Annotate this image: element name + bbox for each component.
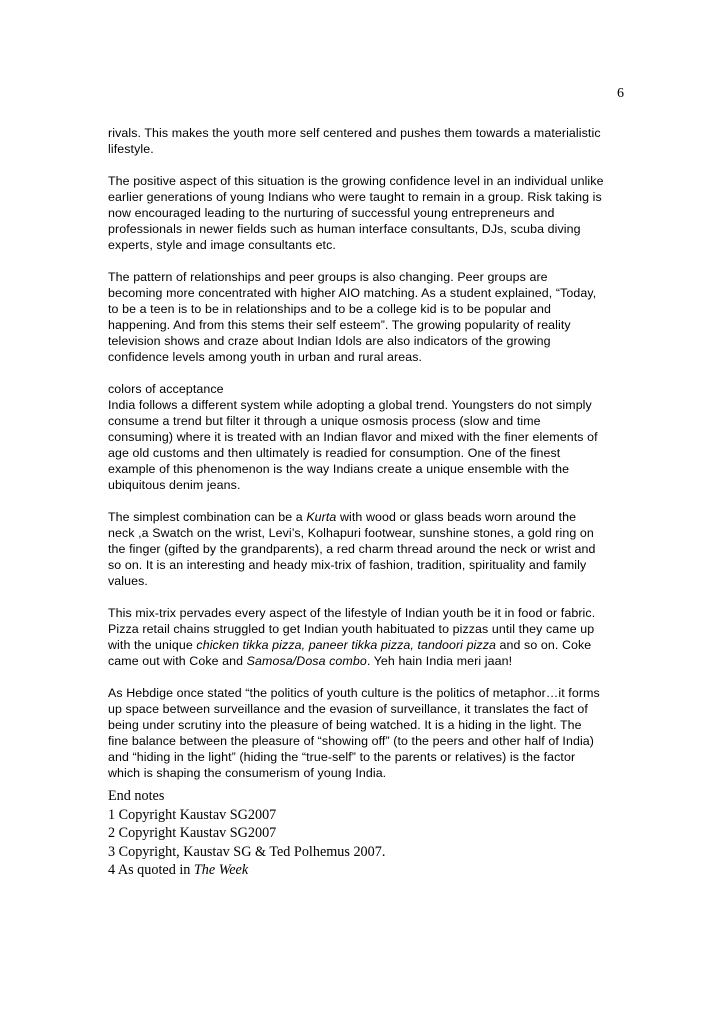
text-line: The positive aspect of this situation is the growing confidence level in an individual unlike xyxy=(108,174,604,188)
text-line: lifestyle. xyxy=(108,142,154,156)
text-line: consume a trend but filter it through a unique osmosis process (slow and time xyxy=(108,414,541,428)
text-line: experts, style and image consultants etc. xyxy=(108,238,336,252)
paragraph-positive-aspect xyxy=(108,173,624,253)
endnotes-section xyxy=(108,787,624,880)
text-line: rivals. This makes the youth more self centered and pushes them towards a materialistic xyxy=(108,126,601,140)
text-run: with wood or glass beads worn around the xyxy=(336,510,577,524)
italic-text: Samosa/Dosa combo xyxy=(246,654,367,668)
text-line: professionals in newer fields such as human interface consultants, DJs, scuba diving xyxy=(108,222,581,236)
text-run: . Yeh hain India meri jaan! xyxy=(366,654,513,668)
paragraph-simplest-combination xyxy=(108,509,624,589)
text-run: and so on. Coke xyxy=(496,638,592,652)
text-line xyxy=(108,509,624,525)
text-line: happening. And from this stems their self esteem”. The growing popularity of reality xyxy=(108,318,571,332)
endnote-item: 3 Copyright, Kaustav SG & Ted Polhemus 2007. xyxy=(108,843,386,860)
text-line: the finger (gifted by the grandparents), a red charm thread around the neck or wrist and xyxy=(108,542,596,556)
section-heading: colors of acceptance xyxy=(108,382,224,396)
text-line xyxy=(108,653,624,669)
text-line: now encouraged leading to the nurturing of successful young entrepreneurs and xyxy=(108,206,555,220)
text-line: confidence levels among youth in urban and rural areas. xyxy=(108,350,423,364)
text-run: came out with Coke and xyxy=(108,654,247,668)
paragraph-mix-trix xyxy=(108,605,624,669)
paragraph-colors-of-acceptance xyxy=(108,381,624,493)
text-line: and “hiding in the light” (hiding the “true-self” to the parents or relatives) is the factor xyxy=(108,750,576,764)
text-line: age old customs and then ultimately is readied for consumption. One of the finest xyxy=(108,446,561,460)
text-line: example of this phenomenon is the way Indians create a unique ensemble with the xyxy=(108,462,570,476)
paragraph-materialistic xyxy=(108,125,624,157)
text-line: up space between surveillance and the evasion of surveillance, it translates the fact of xyxy=(108,702,588,716)
text-line: consuming) where it is treated with an Indian flavor and mixed with the finer elements of xyxy=(108,430,598,444)
endnote-item: 1 Copyright Kaustav SG2007 xyxy=(108,806,277,823)
body-text xyxy=(108,125,624,797)
text-line: which is shaping the consumerism of young India. xyxy=(108,766,387,780)
text-run: The simplest combination can be a xyxy=(108,510,307,524)
text-line: television shows and craze about Indian Idols are also indicators of the growing xyxy=(108,334,551,348)
text-line: fine balance between the pleasure of “showing off” (to the peers and other half of India) xyxy=(108,734,595,748)
page-number: 6 xyxy=(617,86,624,101)
paragraph-relationships xyxy=(108,269,624,365)
text-line: values. xyxy=(108,574,148,588)
italic-text: The Week xyxy=(193,862,249,878)
text-line: neck ,a Swatch on the wrist, Levi’s, Kolhapuri footwear, sunshine stones, a gold ring on xyxy=(108,526,594,540)
text-line: As Hebdige once stated “the politics of youth culture is the politics of metaphor…it forms xyxy=(108,686,600,700)
text-line: The pattern of relationships and peer groups is also changing. Peer groups are xyxy=(108,270,548,284)
endnote-item: 2 Copyright Kaustav SG2007 xyxy=(108,825,277,841)
text-line: Pizza retail chains struggled to get Indian youth habituated to pizzas until they came up xyxy=(108,622,595,636)
paragraph-hebdige xyxy=(108,685,624,781)
text-line: India follows a different system while adopting a global trend. Youngsters do not simply xyxy=(108,398,592,412)
text-run: with the unique xyxy=(108,638,197,652)
endnotes-heading: End notes xyxy=(108,788,165,804)
text-line: to be a teen is to be in relationships and to be a college kid is to be popular and xyxy=(108,302,551,316)
endnote-item xyxy=(108,861,624,880)
text-line: becoming more concentrated with higher AIO matching. As a student explained, “Today, xyxy=(108,286,597,300)
text-line: ubiquitous denim jeans. xyxy=(108,478,241,492)
italic-text: chicken tikka pizza, paneer tikka pizza, tandoori pizza xyxy=(196,638,496,652)
text-line: This mix-trix pervades every aspect of the lifestyle of Indian youth be it in food or fabric. xyxy=(108,606,596,620)
italic-text: Kurta xyxy=(306,510,337,524)
text-line: earlier generations of young Indians who were taught to remain in a group. Risk taking is xyxy=(108,190,602,204)
text-run: 4 As quoted in xyxy=(108,862,194,878)
text-line: being under scrutiny into the pleasure of being watched. It is a hiding in the light. The xyxy=(108,718,582,732)
text-line xyxy=(108,637,624,653)
text-line: so on. It is an interesting and heady mix-trix of fashion, tradition, spirituality and family xyxy=(108,558,587,572)
